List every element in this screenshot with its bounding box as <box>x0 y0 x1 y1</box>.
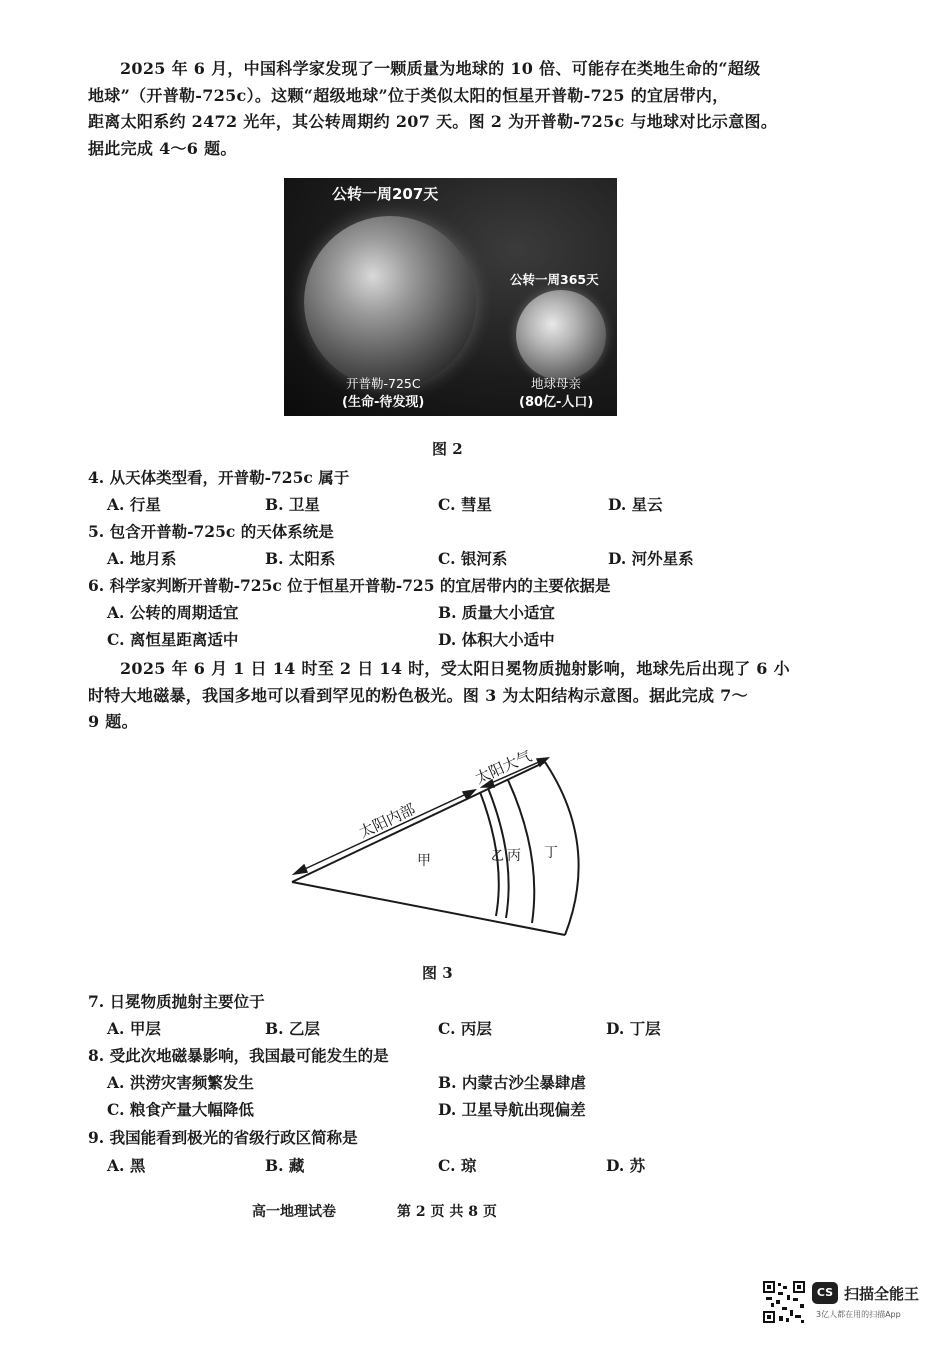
earth-planet-image <box>516 290 606 380</box>
figure-3-caption: 图 3 <box>422 964 453 982</box>
watermark-brand: 扫描全能王 <box>844 1285 920 1303</box>
camscanner-logo-icon: CS <box>812 1282 838 1304</box>
q7-option-d: D. 丁层 <box>606 1019 661 1038</box>
intro-paragraph-2 <box>88 656 798 736</box>
q5-option-b: B. 太阳系 <box>265 549 336 568</box>
layer-yi-label: 乙 <box>491 849 505 864</box>
q4-option-b: B. 卫星 <box>265 495 320 514</box>
layer-jia-label: 甲 <box>417 853 431 869</box>
q9-option-a: A. 黑 <box>107 1156 146 1175</box>
intro2-line2: 时特大地磁暴，我国多地可以看到罕见的粉色极光。图 3 为太阳结构示意图。据此完成 7～ <box>88 685 748 705</box>
q5-option-a: A. 地月系 <box>107 549 177 568</box>
kepler-725c-planet-image <box>304 216 476 388</box>
kepler-orbit-label: 公转一周207天 <box>332 185 439 203</box>
q9-option-b: B. 藏 <box>265 1156 305 1175</box>
question-7-stem: 7. 日冕物质抛射主要位于 <box>88 992 265 1011</box>
footer-exam-name: 高一地理试卷 <box>252 1204 336 1220</box>
intro1-line4: 据此完成 4～6 题。 <box>88 138 237 158</box>
interior-arrow <box>294 790 475 874</box>
intro2-line1: 2025 年 6 月 1 日 14 时至 2 日 14 时，受太阳日冕物质抛射影响，地球先后出现了 6 小 <box>120 659 790 678</box>
intro2-line3: 9 题。 <box>88 712 138 731</box>
watermark-tagline: 3亿人都在用的扫描App <box>816 1310 901 1319</box>
q4-option-a: A. 行星 <box>107 495 161 514</box>
earth-note-label: (80亿-人口) <box>519 395 594 410</box>
atmosphere-label: 太阳大气 <box>472 746 535 788</box>
q6-option-c: C. 离恒星距离适中 <box>107 630 239 649</box>
intro-paragraph-1 <box>88 56 798 162</box>
q6-option-a: A. 公转的周期适宜 <box>107 603 239 622</box>
earth-orbit-label: 公转一周365天 <box>510 272 599 287</box>
q6-option-d: D. 体积大小适中 <box>438 630 555 649</box>
intro1-line2: 地球”（开普勒-725c）。这颗“超级地球”位于类似太阳的恒星开普勒-725 的宜居带内， <box>88 85 729 105</box>
q7-option-a: A. 甲层 <box>107 1019 161 1038</box>
q4-option-d: D. 星云 <box>608 495 663 514</box>
question-5-stem: 5. 包含开普勒-725c 的天体系统是 <box>88 522 334 541</box>
layer-ding-label: 丁 <box>544 845 558 861</box>
question-9-stem: 9. 我国能看到极光的省级行政区简称是 <box>88 1128 358 1147</box>
qr-code-icon <box>762 1280 806 1324</box>
q5-option-d: D. 河外星系 <box>608 549 694 568</box>
question-4-stem: 4. 从天体类型看，开普勒-725c 属于 <box>88 468 350 487</box>
interior-label: 太阳内部 <box>356 799 419 842</box>
kepler-note-label: (生命-待发现) <box>342 395 425 410</box>
q6-option-b: B. 质量大小适宜 <box>438 603 555 622</box>
question-8-stem: 8. 受此次地磁暴影响，我国最可能发生的是 <box>88 1046 389 1065</box>
q8-option-b: B. 内蒙古沙尘暴肆虐 <box>438 1073 586 1092</box>
q9-option-d: D. 苏 <box>606 1156 646 1175</box>
q4-option-c: C. 彗星 <box>438 495 492 514</box>
q8-option-a: A. 洪涝灾害频繁发生 <box>107 1073 254 1092</box>
intro1-line1: 2025 年 6 月，中国科学家发现了一颗质量为地球的 10 倍、可能存在类地生命的“超级 <box>120 59 761 78</box>
kepler-name-label: 开普勒-725C <box>346 376 421 391</box>
interior-arrowhead-left <box>294 865 307 874</box>
figure-3-sun-structure-diagram <box>270 740 600 950</box>
q8-option-d: D. 卫星导航出现偏差 <box>438 1100 586 1119</box>
footer-page-number: 第 2 页 共 8 页 <box>397 1204 497 1220</box>
q7-option-c: C. 丙层 <box>438 1019 492 1038</box>
interior-arrowhead-right <box>463 790 475 799</box>
q7-option-b: B. 乙层 <box>265 1019 320 1038</box>
q8-option-c: C. 粮食产量大幅降低 <box>107 1100 254 1119</box>
figure-2-caption: 图 2 <box>432 440 463 458</box>
question-6-stem: 6. 科学家判断开普勒-725c 位于恒星开普勒-725 的宜居带内的主要依据是 <box>88 576 611 595</box>
intro1-line3: 距离太阳系约 2472 光年，其公转周期约 207 天。图 2 为开普勒-725c 与地球对比示意图。 <box>88 112 778 131</box>
figure-2-planet-comparison <box>284 178 617 416</box>
sector-bottom-edge <box>292 882 565 935</box>
layer-bing-label: 丙 <box>507 848 521 864</box>
q5-option-c: C. 银河系 <box>438 549 508 568</box>
q9-option-c: C. 琼 <box>438 1156 477 1175</box>
earth-name-label: 地球母亲 <box>531 376 582 391</box>
